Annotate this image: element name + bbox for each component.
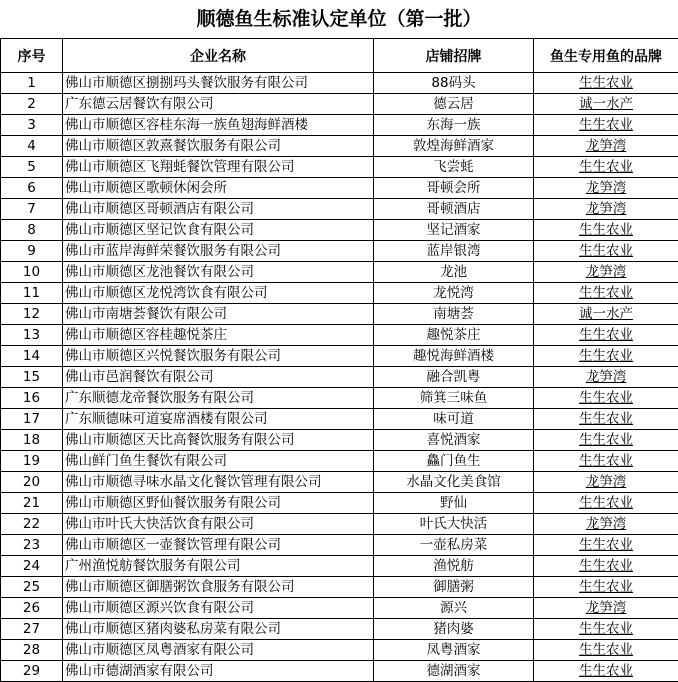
table-row [1, 94, 678, 115]
store-sign-cell [374, 304, 534, 325]
fish-brand: 龙笋湾 [585, 474, 627, 490]
fish-brand: 生生农业 [579, 621, 633, 637]
fish-brand-cell [534, 430, 678, 451]
row-index: 10 [22, 264, 41, 280]
row-index-cell [1, 388, 63, 409]
row-index-cell [1, 115, 63, 136]
store-sign-cell [374, 640, 534, 661]
store-sign-cell [374, 661, 534, 682]
store-sign-cell [374, 136, 534, 157]
company-name: 佛山市顺德区坚记饮食有限公司 [65, 222, 254, 238]
table-row [1, 367, 678, 388]
store-sign: 水晶文化美食馆 [406, 474, 501, 490]
fish-brand: 生生农业 [579, 159, 633, 175]
company-name: 佛山市顺德区兴悦餐饮服务有限公司 [65, 348, 281, 364]
row-index-cell [1, 472, 63, 493]
row-index-cell [1, 661, 63, 682]
store-sign-cell [374, 199, 534, 220]
table-row [1, 493, 678, 514]
row-index: 5 [27, 159, 36, 175]
store-sign: 鱻门鱼生 [426, 453, 481, 469]
fish-brand: 生生农业 [579, 117, 633, 133]
fish-brand: 生生农业 [579, 495, 633, 511]
row-index: 12 [22, 306, 41, 322]
company-name: 佛山市南塘荟餐饮有限公司 [65, 306, 227, 322]
row-index: 15 [22, 369, 41, 385]
fish-brand-cell [534, 472, 678, 493]
table-row [1, 199, 678, 220]
table-row [1, 241, 678, 262]
company-name-cell [63, 619, 374, 640]
row-index: 26 [22, 600, 41, 616]
fish-brand: 龙笋湾 [585, 600, 627, 616]
row-index-cell [1, 409, 63, 430]
table-row [1, 325, 678, 346]
company-name: 佛山市顺德区猪肉婆私房菜有限公司 [65, 621, 281, 637]
fish-brand-cell [534, 619, 678, 640]
fish-brand-cell [534, 262, 678, 283]
row-index-cell [1, 346, 63, 367]
row-index: 19 [22, 453, 41, 469]
store-sign-cell [374, 94, 534, 115]
company-name-cell [63, 472, 374, 493]
fish-brand: 生生农业 [579, 432, 633, 448]
row-index: 1 [27, 75, 36, 91]
fish-brand: 生生农业 [579, 537, 633, 553]
store-sign-cell [374, 325, 534, 346]
company-name-cell [63, 388, 374, 409]
store-sign: 凤粤酒家 [426, 642, 481, 658]
row-index-cell [1, 619, 63, 640]
row-index: 27 [22, 621, 41, 637]
row-index-cell [1, 304, 63, 325]
company-name-cell [63, 115, 374, 136]
store-sign: 源兴 [440, 600, 467, 616]
row-index-cell [1, 94, 63, 115]
company-name-cell [63, 367, 374, 388]
company-name-cell [63, 304, 374, 325]
fish-brand-cell [534, 346, 678, 367]
table-row [1, 451, 678, 472]
company-name-cell [63, 220, 374, 241]
fish-brand-cell [534, 598, 678, 619]
row-index: 22 [22, 516, 41, 532]
fish-brand-cell [534, 451, 678, 472]
company-name-cell [63, 199, 374, 220]
fish-brand: 诚一水产 [579, 306, 633, 322]
row-index: 6 [27, 180, 36, 196]
fish-brand-cell [534, 304, 678, 325]
company-name: 佛山市顺德寻味水晶文化餐饮管理有限公司 [65, 474, 322, 490]
company-name-cell [63, 346, 374, 367]
fish-brand: 龙笋湾 [585, 201, 627, 217]
company-name-cell [63, 451, 374, 472]
row-index-cell [1, 157, 63, 178]
fish-brand: 生生农业 [579, 327, 633, 343]
table-row [1, 283, 678, 304]
store-sign-cell [374, 157, 534, 178]
row-index: 3 [27, 117, 36, 133]
store-sign: 龙池 [440, 264, 467, 280]
fish-brand: 生生农业 [579, 75, 633, 91]
fish-brand: 龙笋湾 [585, 369, 627, 385]
table-header-row [1, 39, 678, 73]
fish-brand-cell [534, 283, 678, 304]
company-name: 佛山市顺德区龙池餐饮有限公司 [65, 264, 254, 280]
store-sign-cell [374, 430, 534, 451]
table-row [1, 346, 678, 367]
row-index: 11 [22, 285, 41, 301]
row-index-cell [1, 220, 63, 241]
table-row [1, 73, 678, 94]
store-sign: 趣悦茶庄 [426, 327, 481, 343]
row-index: 28 [22, 642, 41, 658]
company-name: 广东德云居餐饮有限公司 [65, 96, 214, 112]
table-row [1, 472, 678, 493]
store-sign: 飞尝蚝 [433, 159, 474, 175]
page-title: 顺德鱼生标准认定单位（第一批） [196, 8, 482, 30]
row-index-cell [1, 430, 63, 451]
store-sign: 敦煌海鲜酒家 [413, 138, 494, 154]
fish-brand-cell [534, 661, 678, 682]
company-name-cell [63, 430, 374, 451]
fish-brand-cell [534, 514, 678, 535]
store-sign: 味可道 [433, 411, 474, 427]
fish-brand-cell [534, 325, 678, 346]
company-name-cell [63, 262, 374, 283]
table-row [1, 535, 678, 556]
fish-brand: 生生农业 [579, 558, 633, 574]
header-store-sign: 店铺招牌 [374, 39, 534, 73]
store-sign: 龙悦湾 [433, 285, 474, 301]
row-index-cell [1, 598, 63, 619]
table-row [1, 640, 678, 661]
fish-brand-cell [534, 136, 678, 157]
row-index: 24 [22, 558, 41, 574]
fish-brand: 生生农业 [579, 222, 633, 238]
store-sign-cell [374, 514, 534, 535]
table-row [1, 598, 678, 619]
fish-brand: 龙笋湾 [585, 264, 627, 280]
row-index: 9 [27, 243, 36, 259]
company-name: 佛山市顺德区天比高餐饮服务有限公司 [65, 432, 295, 448]
fish-brand-cell [534, 388, 678, 409]
company-name: 佛山市顺德区歌顿休闲会所 [65, 180, 227, 196]
fish-brand: 生生农业 [579, 285, 633, 301]
company-name-cell [63, 283, 374, 304]
company-name: 佛山市顺德区一壶餐饮管理有限公司 [65, 537, 281, 553]
fish-brand-cell [534, 577, 678, 598]
company-name-cell [63, 325, 374, 346]
fish-brand-cell [534, 199, 678, 220]
company-name-cell [63, 409, 374, 430]
row-index: 17 [22, 411, 41, 427]
table-row [1, 430, 678, 451]
fish-brand: 龙笋湾 [585, 516, 627, 532]
fish-brand: 生生农业 [579, 642, 633, 658]
row-index: 13 [22, 327, 41, 343]
store-sign-cell [374, 409, 534, 430]
company-name: 佛山市顺德区容桂趣悦茶庄 [65, 327, 227, 343]
store-sign: 野仙 [440, 495, 467, 511]
store-sign-cell [374, 619, 534, 640]
company-name-cell [63, 241, 374, 262]
row-index-cell [1, 325, 63, 346]
company-name: 佛山市蓝岸海鲜荣餐饮服务有限公司 [65, 243, 281, 259]
store-sign: 德云居 [433, 96, 474, 112]
store-sign: 坚记酒家 [426, 222, 481, 238]
store-sign: 渔悦舫 [433, 558, 474, 574]
fish-brand-cell [534, 241, 678, 262]
table-row [1, 220, 678, 241]
table-row [1, 304, 678, 325]
company-name: 广东顺德龙帝餐饮服务有限公司 [65, 390, 254, 406]
store-sign: 融合凯粤 [426, 369, 481, 385]
store-sign-cell [374, 451, 534, 472]
row-index: 20 [22, 474, 41, 490]
company-name-cell [63, 136, 374, 157]
store-sign: 88码头 [431, 75, 476, 91]
store-sign: 哥顿会所 [426, 180, 481, 196]
row-index-cell [1, 241, 63, 262]
company-name-cell [63, 640, 374, 661]
fish-brand: 生生农业 [579, 243, 633, 259]
company-name-cell [63, 178, 374, 199]
store-sign-cell [374, 388, 534, 409]
fish-brand: 龙笋湾 [585, 138, 627, 154]
row-index-cell [1, 262, 63, 283]
store-sign: 德湖酒家 [426, 663, 481, 679]
store-sign-cell [374, 346, 534, 367]
store-sign: 蓝岸银湾 [426, 243, 481, 259]
row-index-cell [1, 367, 63, 388]
fish-brand: 诚一水产 [579, 96, 633, 112]
row-index: 7 [27, 201, 36, 217]
row-index-cell [1, 514, 63, 535]
table-row [1, 115, 678, 136]
company-name: 佛山市顺德区哥顿酒店有限公司 [65, 201, 254, 217]
fish-brand: 生生农业 [579, 579, 633, 595]
row-index-cell [1, 136, 63, 157]
row-index: 21 [22, 495, 41, 511]
company-name: 广东顺德味可道宴席酒楼有限公司 [65, 411, 268, 427]
row-index-cell [1, 451, 63, 472]
store-sign: 一壶私房菜 [419, 537, 488, 553]
row-index-cell [1, 556, 63, 577]
fish-brand: 生生农业 [579, 411, 633, 427]
company-name-cell [63, 661, 374, 682]
store-sign-cell [374, 472, 534, 493]
fish-brand-cell [534, 493, 678, 514]
store-sign-cell [374, 535, 534, 556]
company-name: 佛山市叶氏大快活饮食有限公司 [65, 516, 254, 532]
company-name-cell [63, 556, 374, 577]
store-sign-cell [374, 493, 534, 514]
table-row [1, 136, 678, 157]
fish-brand-cell [534, 115, 678, 136]
row-index-cell [1, 283, 63, 304]
company-name: 佛山市顺德区容桂东海一族鱼翅海鲜酒楼 [65, 117, 308, 133]
fish-brand: 生生农业 [579, 390, 633, 406]
fish-brand-cell [534, 220, 678, 241]
table-row [1, 409, 678, 430]
company-name: 佛山市顺德区飞翔蚝餐饮管理有限公司 [65, 159, 295, 175]
fish-brand: 生生农业 [579, 348, 633, 364]
company-name: 佛山市顺德区凤粤酒家有限公司 [65, 642, 254, 658]
company-name: 广州渔悦舫餐饮服务有限公司 [65, 558, 241, 574]
store-sign-cell [374, 220, 534, 241]
fish-brand-cell [534, 157, 678, 178]
company-name-cell [63, 493, 374, 514]
header-company: 企业名称 [63, 39, 374, 73]
table-row [1, 388, 678, 409]
store-sign: 喜悦酒家 [426, 432, 481, 448]
row-index: 29 [22, 663, 41, 679]
fish-brand: 生生农业 [579, 663, 633, 679]
company-name-cell [63, 157, 374, 178]
store-sign-cell [374, 283, 534, 304]
fish-brand-cell [534, 556, 678, 577]
company-name: 佛山市顺德区御膳粥饮食服务有限公司 [65, 579, 295, 595]
fish-brand-cell [534, 367, 678, 388]
header-index: 序号 [1, 39, 63, 73]
store-sign-cell [374, 178, 534, 199]
company-name-cell [63, 535, 374, 556]
store-sign: 叶氏大快活 [419, 516, 488, 532]
row-index: 4 [27, 138, 36, 154]
table-row [1, 157, 678, 178]
row-index-cell [1, 493, 63, 514]
store-sign-cell [374, 367, 534, 388]
row-index-cell [1, 73, 63, 94]
row-index-cell [1, 535, 63, 556]
table-row [1, 661, 678, 682]
store-sign: 筛箕三味鱼 [419, 390, 488, 406]
store-sign: 南塘荟 [433, 306, 474, 322]
fish-brand: 龙笋湾 [585, 180, 627, 196]
fish-brand-cell [534, 94, 678, 115]
store-sign: 猪肉婆 [433, 621, 474, 637]
store-sign-cell [374, 115, 534, 136]
fish-brand: 生生农业 [579, 453, 633, 469]
table-row [1, 514, 678, 535]
table-row [1, 556, 678, 577]
company-name: 佛山市顺德区捌捌玛头餐饮服务有限公司 [65, 75, 308, 91]
row-index: 23 [22, 537, 41, 553]
store-sign-cell [374, 262, 534, 283]
row-index: 14 [22, 348, 41, 364]
store-sign-cell [374, 556, 534, 577]
table-row [1, 178, 678, 199]
header-fish-brand: 鱼生专用鱼的品牌 [534, 39, 678, 73]
row-index: 18 [22, 432, 41, 448]
store-sign: 趣悦海鲜酒楼 [413, 348, 494, 364]
company-name: 佛山市顺德区源兴饮食有限公司 [65, 600, 254, 616]
store-sign: 哥顿酒店 [426, 201, 481, 217]
fish-brand-cell [534, 178, 678, 199]
table-row [1, 619, 678, 640]
company-name-cell [63, 73, 374, 94]
row-index-cell [1, 640, 63, 661]
table-row [1, 577, 678, 598]
company-name: 佛山鲜门鱼生餐饮有限公司 [65, 453, 227, 469]
company-name: 佛山市顺德区野仙餐饮服务有限公司 [65, 495, 281, 511]
row-index: 8 [27, 222, 36, 238]
table-row [1, 262, 678, 283]
row-index-cell [1, 577, 63, 598]
company-name-cell [63, 598, 374, 619]
row-index: 16 [22, 390, 41, 406]
fish-brand-cell [534, 640, 678, 661]
company-name-cell [63, 514, 374, 535]
company-name-cell [63, 94, 374, 115]
fish-brand-cell [534, 535, 678, 556]
row-index: 2 [27, 96, 36, 112]
store-sign-cell [374, 73, 534, 94]
company-name: 佛山市顺德区龙悦湾饮食有限公司 [65, 285, 268, 301]
store-sign-cell [374, 241, 534, 262]
row-index-cell [1, 199, 63, 220]
company-name: 佛山市顺德区敦熹餐饮服务有限公司 [65, 138, 281, 154]
store-sign-cell [374, 598, 534, 619]
fish-brand-cell [534, 73, 678, 94]
company-name: 佛山市德湖酒家有限公司 [65, 663, 214, 679]
store-sign-cell [374, 577, 534, 598]
store-sign: 御膳粥 [433, 579, 474, 595]
store-sign: 东海一族 [426, 117, 481, 133]
company-name: 佛山市邑润餐饮有限公司 [65, 369, 214, 385]
company-name-cell [63, 577, 374, 598]
row-index-cell [1, 178, 63, 199]
row-index: 25 [22, 579, 41, 595]
fish-brand-cell [534, 409, 678, 430]
certified-units-table [0, 38, 678, 682]
